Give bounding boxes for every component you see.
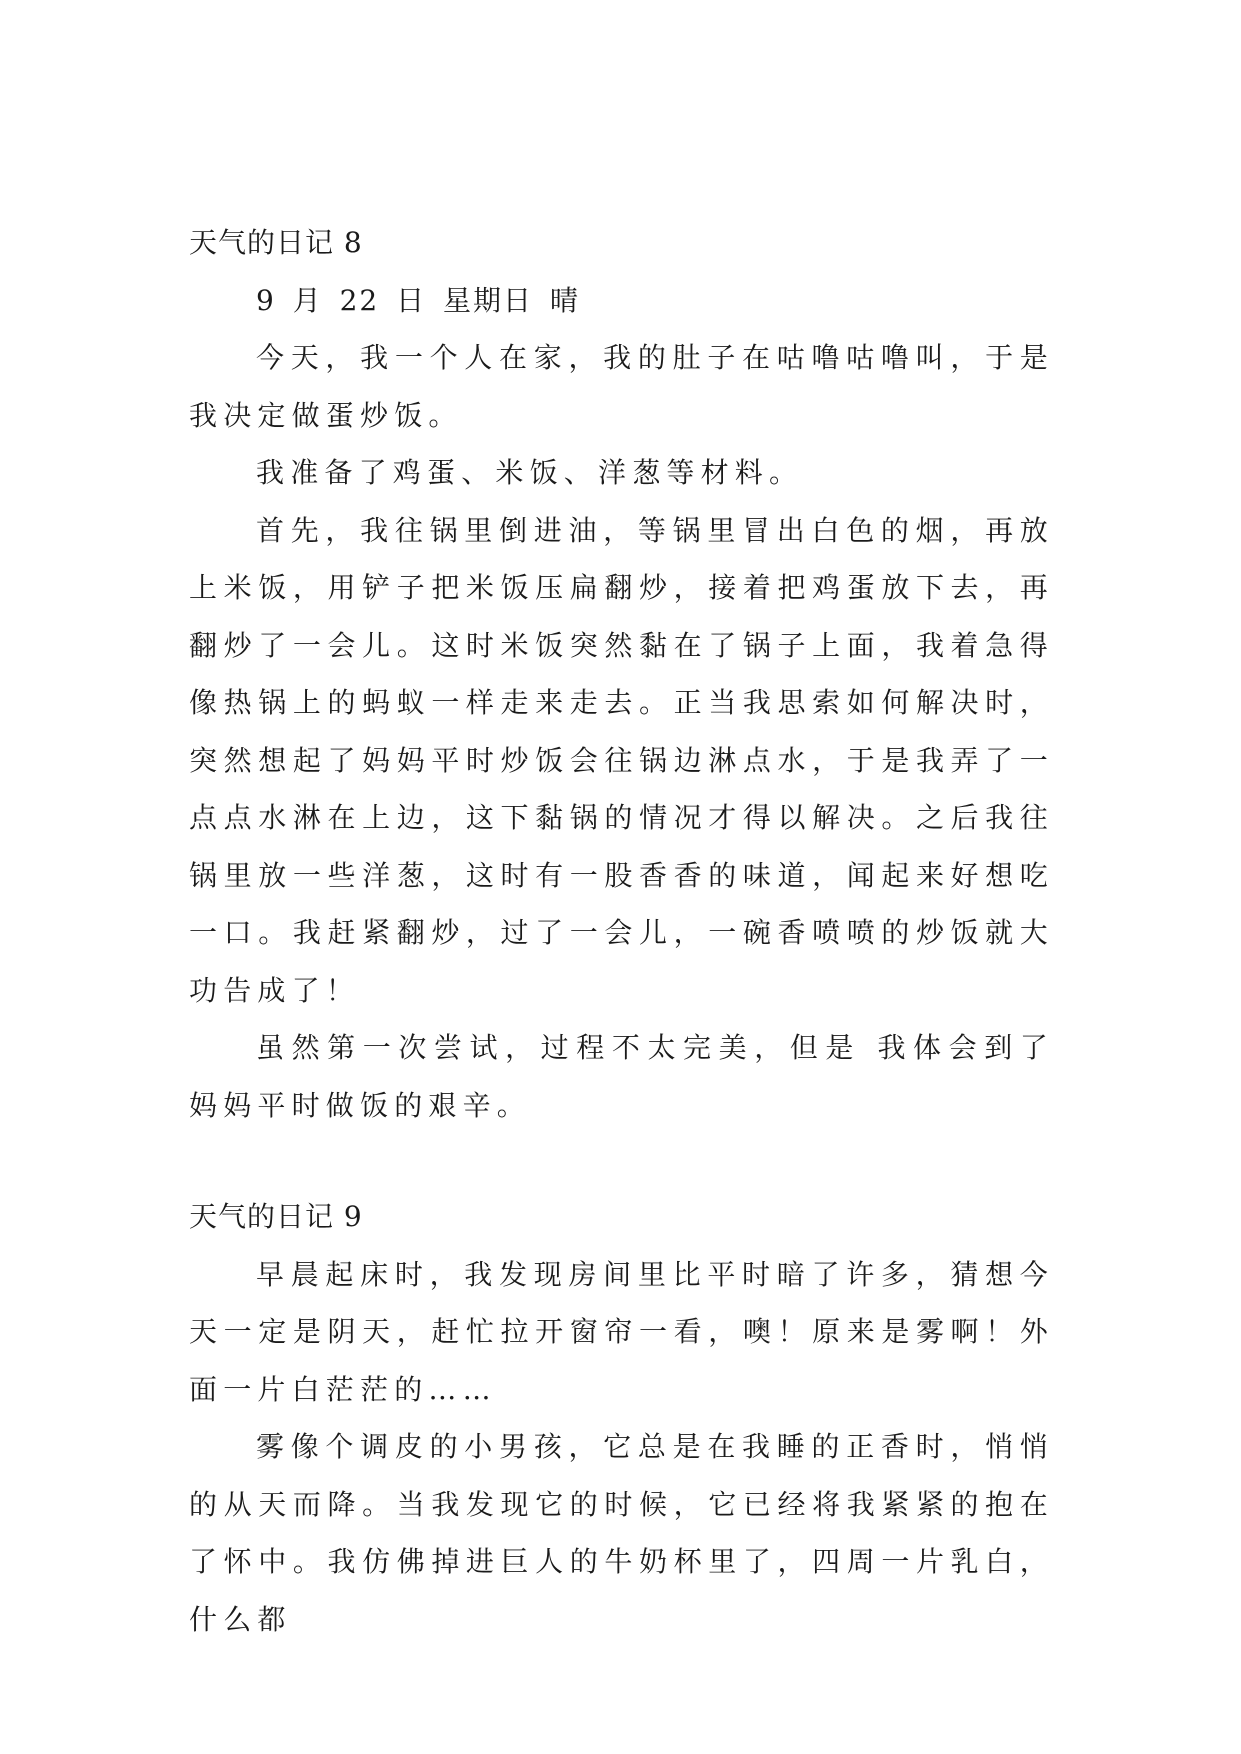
paragraph: 首先，我往锅里倒进油，等锅里冒出白色的烟，再放上米饭，用铲子把米饭压扁翻炒，接着把鸡蛋放下去，再翻炒了一会儿。这时米饭突然黏在了锅子上面，我着急得像热锅上的蚂蚁一样走来走去。正当我思索如何解决时，突然想起了妈妈平时炒饭会往锅边淋点水，于是我弄了一点点水淋在上边，这下黏锅的情况才得以解决。之后我往锅里放一些洋葱，这时有一股香香的味道，闻起来好想吃一口。我赶紧翻炒，过了一会儿，一碗香喷喷的炒饭就大功告成了！: [189, 513, 1054, 1007]
paragraph: 早晨起床时，我发现房间里比平时暗了许多，猜想今天一定是阴天，赶忙拉开窗帘一看，噢！原来是雾啊！外面一片白茫茫的……: [189, 1257, 1054, 1406]
diary-entry-8: [189, 214, 1054, 1134]
document-body: [189, 214, 1054, 1648]
entry-separator: [189, 1134, 1054, 1188]
paragraph: 今天，我一个人在家，我的肚子在咕噜咕噜叫，于是我决定做蛋炒饭。: [189, 341, 1054, 432]
paragraph: 雾像个调皮的小男孩，它总是在我睡的正香时，悄悄的从天而降。当我发现它的时候，它已经将我紧紧的抱在了怀中。我仿佛掉进巨人的牛奶杯里了，四周一片乳白，什么都: [189, 1430, 1054, 1636]
entry-title: 天气的日记 8: [189, 226, 363, 259]
entry-date: 9 月 22 日 星期日 晴: [256, 283, 580, 317]
paragraph: 虽然第一次尝试，过程不太完美，但是 我体会到了妈妈平时做饭的艰辛。: [189, 1031, 1054, 1122]
entry-title: 天气的日记 9: [189, 1200, 363, 1233]
paragraph: 我准备了鸡蛋、米饭、洋葱等材料。: [256, 456, 804, 489]
diary-entry-9: [189, 1188, 1054, 1648]
